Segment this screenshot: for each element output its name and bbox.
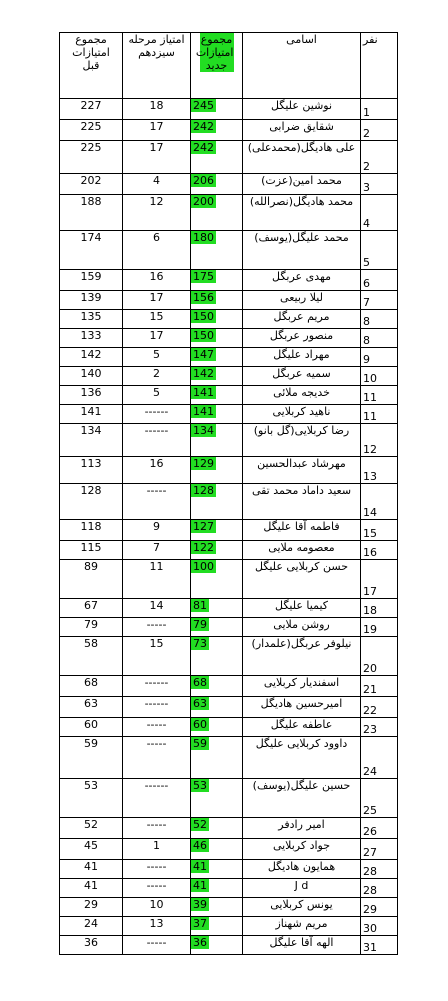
row-round13: 4 <box>123 174 191 195</box>
row-prev-total: 36 <box>60 936 123 955</box>
table-row <box>60 386 398 405</box>
row-prev-total: 174 <box>60 231 123 270</box>
row-new-total <box>191 618 243 637</box>
table-row <box>60 637 398 676</box>
row-round13: 12 <box>123 195 191 231</box>
row-new-total <box>191 917 243 936</box>
row-num: 14 <box>361 484 398 520</box>
row-round13: 9 <box>123 520 191 541</box>
row-new-total-value: 147 <box>193 348 214 361</box>
row-new-total-value: 39 <box>193 898 207 911</box>
table-row <box>60 270 398 291</box>
row-prev-total: 225 <box>60 120 123 141</box>
row-round13: ----- <box>123 484 191 520</box>
row-round13: 16 <box>123 270 191 291</box>
row-name: امیرحسین هادیگل <box>243 697 361 718</box>
row-name: جواد کربلایی <box>243 839 361 860</box>
table-row <box>60 329 398 348</box>
row-name: رضا کربلایی(گل بانو) <box>243 424 361 457</box>
row-round13: ----- <box>123 618 191 637</box>
row-name: کیمیا علیگل <box>243 599 361 618</box>
row-round13: 7 <box>123 541 191 560</box>
row-new-total <box>191 424 243 457</box>
row-num: 31 <box>361 936 398 955</box>
row-name: مهراد علیگل <box>243 348 361 367</box>
row-new-total <box>191 737 243 779</box>
row-round13: 11 <box>123 560 191 599</box>
header-name: اسامی <box>243 33 361 99</box>
row-name: محمد امین(عزت) <box>243 174 361 195</box>
row-prev-total: 52 <box>60 818 123 839</box>
row-new-total-value: 37 <box>193 917 207 930</box>
row-new-total-value: 127 <box>193 520 214 533</box>
row-new-total <box>191 195 243 231</box>
row-prev-total: 45 <box>60 839 123 860</box>
row-new-total-value: 63 <box>193 697 207 710</box>
row-prev-total: 142 <box>60 348 123 367</box>
row-prev-total: 118 <box>60 520 123 541</box>
row-num: 17 <box>361 560 398 599</box>
row-name: همایون هادیگل <box>243 860 361 879</box>
row-round13: ------ <box>123 424 191 457</box>
row-num: 24 <box>361 737 398 779</box>
table-row <box>60 310 398 329</box>
row-new-total-value: 122 <box>193 541 214 554</box>
row-new-total <box>191 599 243 618</box>
row-num: 13 <box>361 457 398 484</box>
row-num: 20 <box>361 637 398 676</box>
row-new-total-value: 242 <box>193 120 214 133</box>
row-new-total-value: 242 <box>193 141 214 154</box>
row-num: 9 <box>361 348 398 367</box>
row-new-total-value: 100 <box>193 560 214 573</box>
row-new-total-value: 41 <box>193 860 207 873</box>
row-new-total <box>191 779 243 818</box>
row-new-total-value: 81 <box>193 599 207 612</box>
table-row <box>60 174 398 195</box>
table-row <box>60 195 398 231</box>
row-round13: ------ <box>123 405 191 424</box>
row-new-total-value: 206 <box>193 174 214 187</box>
row-prev-total: 225 <box>60 141 123 174</box>
row-new-total-value: 60 <box>193 718 207 731</box>
header-num: نفر <box>361 33 398 99</box>
row-name: عاطفه علیگل <box>243 718 361 737</box>
table-row <box>60 291 398 310</box>
row-name: سمیه عربگل <box>243 367 361 386</box>
row-round13: 2 <box>123 367 191 386</box>
table-row <box>60 839 398 860</box>
row-round13: 15 <box>123 310 191 329</box>
row-new-total-value: 128 <box>193 484 214 497</box>
table-row <box>60 936 398 955</box>
row-num: 4 <box>361 195 398 231</box>
row-prev-total: 58 <box>60 637 123 676</box>
row-prev-total: 63 <box>60 697 123 718</box>
row-num: 5 <box>361 231 398 270</box>
row-name: نیلوفر عربگل(علمدار) <box>243 637 361 676</box>
row-name: روشن ملایی <box>243 618 361 637</box>
row-new-total <box>191 818 243 839</box>
row-num: 6 <box>361 270 398 291</box>
row-round13: 17 <box>123 141 191 174</box>
table-row <box>60 737 398 779</box>
row-new-total <box>191 718 243 737</box>
row-round13: ------ <box>123 697 191 718</box>
row-new-total <box>191 141 243 174</box>
table-row <box>60 618 398 637</box>
row-new-total-value: 129 <box>193 457 214 470</box>
row-new-total-value: 41 <box>193 879 207 892</box>
row-new-total-value: 59 <box>193 737 207 750</box>
row-name: خدیجه ملائی <box>243 386 361 405</box>
row-prev-total: 139 <box>60 291 123 310</box>
row-prev-total: 134 <box>60 424 123 457</box>
table-row <box>60 405 398 424</box>
row-new-total <box>191 99 243 120</box>
row-name: امیر رادفر <box>243 818 361 839</box>
row-prev-total: 202 <box>60 174 123 195</box>
table-row <box>60 560 398 599</box>
row-prev-total: 24 <box>60 917 123 936</box>
row-name: نوشین علیگل <box>243 99 361 120</box>
row-num: 21 <box>361 676 398 697</box>
row-num: 25 <box>361 779 398 818</box>
row-new-total <box>191 231 243 270</box>
row-num: 29 <box>361 898 398 917</box>
row-round13: ------ <box>123 676 191 697</box>
row-new-total <box>191 270 243 291</box>
row-num: 2 <box>361 141 398 174</box>
row-num: 15 <box>361 520 398 541</box>
row-new-total-value: 150 <box>193 329 214 342</box>
row-num: 3 <box>361 174 398 195</box>
row-new-total <box>191 676 243 697</box>
row-name: فاطمه آقا علیگل <box>243 520 361 541</box>
row-new-total-value: 68 <box>193 676 207 689</box>
row-prev-total: 29 <box>60 898 123 917</box>
row-round13: 5 <box>123 386 191 405</box>
header-prev-total: مجموع امتیازات قبل <box>60 33 123 99</box>
table-row <box>60 860 398 879</box>
row-num: 1 <box>361 99 398 120</box>
row-new-total <box>191 329 243 348</box>
row-prev-total: 115 <box>60 541 123 560</box>
row-prev-total: 113 <box>60 457 123 484</box>
row-num: 22 <box>361 697 398 718</box>
row-num: 8 <box>361 310 398 329</box>
row-num: 2 <box>361 120 398 141</box>
row-new-total-value: 175 <box>193 270 214 283</box>
row-new-total-value: 52 <box>193 818 207 831</box>
row-round13: ----- <box>123 936 191 955</box>
row-round13: 16 <box>123 457 191 484</box>
row-prev-total: 159 <box>60 270 123 291</box>
table-row <box>60 818 398 839</box>
row-round13: 5 <box>123 348 191 367</box>
row-num: 16 <box>361 541 398 560</box>
row-round13: 17 <box>123 120 191 141</box>
row-new-total <box>191 348 243 367</box>
row-name: مهدی عربگل <box>243 270 361 291</box>
row-new-total <box>191 860 243 879</box>
row-name: یونس کربلایی <box>243 898 361 917</box>
row-new-total <box>191 879 243 898</box>
row-num: 11 <box>361 386 398 405</box>
row-new-total-value: 73 <box>193 637 207 650</box>
row-prev-total: 79 <box>60 618 123 637</box>
table-body <box>60 99 398 955</box>
row-num: 28 <box>361 879 398 898</box>
row-name: الهه آقا علیگل <box>243 936 361 955</box>
table-row <box>60 697 398 718</box>
row-prev-total: 141 <box>60 405 123 424</box>
table-row <box>60 484 398 520</box>
row-prev-total: 133 <box>60 329 123 348</box>
row-new-total <box>191 898 243 917</box>
row-num: 23 <box>361 718 398 737</box>
row-new-total <box>191 310 243 329</box>
row-new-total <box>191 457 243 484</box>
row-new-total <box>191 405 243 424</box>
row-new-total-value: 142 <box>193 367 214 380</box>
table-row <box>60 141 398 174</box>
table-row <box>60 120 398 141</box>
header-round13: امتیاز مرحله سیزدهم <box>123 33 191 99</box>
table-row <box>60 541 398 560</box>
row-new-total-value: 79 <box>193 618 207 631</box>
row-prev-total: 41 <box>60 879 123 898</box>
row-new-total-value: 245 <box>193 99 214 112</box>
row-prev-total: 140 <box>60 367 123 386</box>
row-new-total <box>191 120 243 141</box>
row-name: محمد هادیگل(نصرالله) <box>243 195 361 231</box>
row-new-total-value: 53 <box>193 779 207 792</box>
table-row <box>60 231 398 270</box>
table-row <box>60 676 398 697</box>
table-row <box>60 348 398 367</box>
row-name: مریم شهناز <box>243 917 361 936</box>
row-num: 12 <box>361 424 398 457</box>
row-round13: ----- <box>123 818 191 839</box>
table-row <box>60 879 398 898</box>
row-round13: 10 <box>123 898 191 917</box>
row-name: مریم عربگل <box>243 310 361 329</box>
row-name: معصومه ملایی <box>243 541 361 560</box>
row-prev-total: 135 <box>60 310 123 329</box>
row-name: اسفندیار کربلایی <box>243 676 361 697</box>
row-round13: ------ <box>123 779 191 818</box>
row-new-total-value: 46 <box>193 839 207 852</box>
row-name: حسن کربلایی علیگل <box>243 560 361 599</box>
table-row <box>60 917 398 936</box>
row-prev-total: 60 <box>60 718 123 737</box>
table-row <box>60 898 398 917</box>
row-round13: 15 <box>123 637 191 676</box>
row-name: لیلا ربیعی <box>243 291 361 310</box>
row-new-total-value: 200 <box>193 195 214 208</box>
row-prev-total: 136 <box>60 386 123 405</box>
row-new-total <box>191 541 243 560</box>
table-row <box>60 424 398 457</box>
row-new-total-value: 141 <box>193 386 214 399</box>
row-round13: 17 <box>123 291 191 310</box>
row-prev-total: 53 <box>60 779 123 818</box>
row-new-total <box>191 839 243 860</box>
row-num: 30 <box>361 917 398 936</box>
row-name: J d <box>243 879 361 898</box>
row-new-total-value: 134 <box>193 424 214 437</box>
table-row <box>60 599 398 618</box>
row-name: شقایق ضرابی <box>243 120 361 141</box>
row-prev-total: 68 <box>60 676 123 697</box>
row-num: 28 <box>361 860 398 879</box>
row-prev-total: 89 <box>60 560 123 599</box>
row-num: 7 <box>361 291 398 310</box>
row-num: 11 <box>361 405 398 424</box>
table-row <box>60 779 398 818</box>
row-num: 27 <box>361 839 398 860</box>
table-row <box>60 718 398 737</box>
row-new-total <box>191 560 243 599</box>
row-new-total <box>191 697 243 718</box>
row-new-total <box>191 484 243 520</box>
row-round13: ----- <box>123 718 191 737</box>
row-round13: 17 <box>123 329 191 348</box>
row-num: 26 <box>361 818 398 839</box>
table-row <box>60 520 398 541</box>
row-new-total-value: 150 <box>193 310 214 323</box>
row-new-total <box>191 367 243 386</box>
row-new-total <box>191 291 243 310</box>
row-num: 8 <box>361 329 398 348</box>
row-name: مهرشاد عبدالحسین <box>243 457 361 484</box>
header-new-total-label: مجموع امتیازات جدید <box>195 33 234 72</box>
scores-table <box>59 32 398 955</box>
row-round13: 1 <box>123 839 191 860</box>
row-round13: 18 <box>123 99 191 120</box>
row-prev-total: 67 <box>60 599 123 618</box>
header-row <box>60 33 398 99</box>
table-row <box>60 367 398 386</box>
header-new-total <box>191 33 243 99</box>
row-new-total-value: 180 <box>193 231 214 244</box>
row-prev-total: 128 <box>60 484 123 520</box>
row-prev-total: 59 <box>60 737 123 779</box>
row-round13: ----- <box>123 860 191 879</box>
row-name: ناهید کربلایی <box>243 405 361 424</box>
row-new-total <box>191 174 243 195</box>
row-name: حسین علیگل(یوسف) <box>243 779 361 818</box>
row-new-total <box>191 637 243 676</box>
row-new-total <box>191 936 243 955</box>
row-new-total-value: 141 <box>193 405 214 418</box>
row-round13: 13 <box>123 917 191 936</box>
row-round13: ----- <box>123 879 191 898</box>
table-row <box>60 457 398 484</box>
row-name: محمد علیگل(یوسف) <box>243 231 361 270</box>
table-row <box>60 99 398 120</box>
row-round13: 6 <box>123 231 191 270</box>
row-name: علی هادیگل(محمدعلی) <box>243 141 361 174</box>
row-num: 19 <box>361 618 398 637</box>
row-new-total <box>191 386 243 405</box>
row-name: سعید داماد محمد تقی <box>243 484 361 520</box>
row-prev-total: 41 <box>60 860 123 879</box>
row-prev-total: 227 <box>60 99 123 120</box>
row-round13: 14 <box>123 599 191 618</box>
row-name: داوود کربلایی علیگل <box>243 737 361 779</box>
row-round13: ----- <box>123 737 191 779</box>
row-new-total-value: 36 <box>193 936 207 949</box>
row-new-total-value: 156 <box>193 291 214 304</box>
row-new-total <box>191 520 243 541</box>
row-name: منصور عربگل <box>243 329 361 348</box>
row-num: 18 <box>361 599 398 618</box>
row-num: 10 <box>361 367 398 386</box>
row-prev-total: 188 <box>60 195 123 231</box>
